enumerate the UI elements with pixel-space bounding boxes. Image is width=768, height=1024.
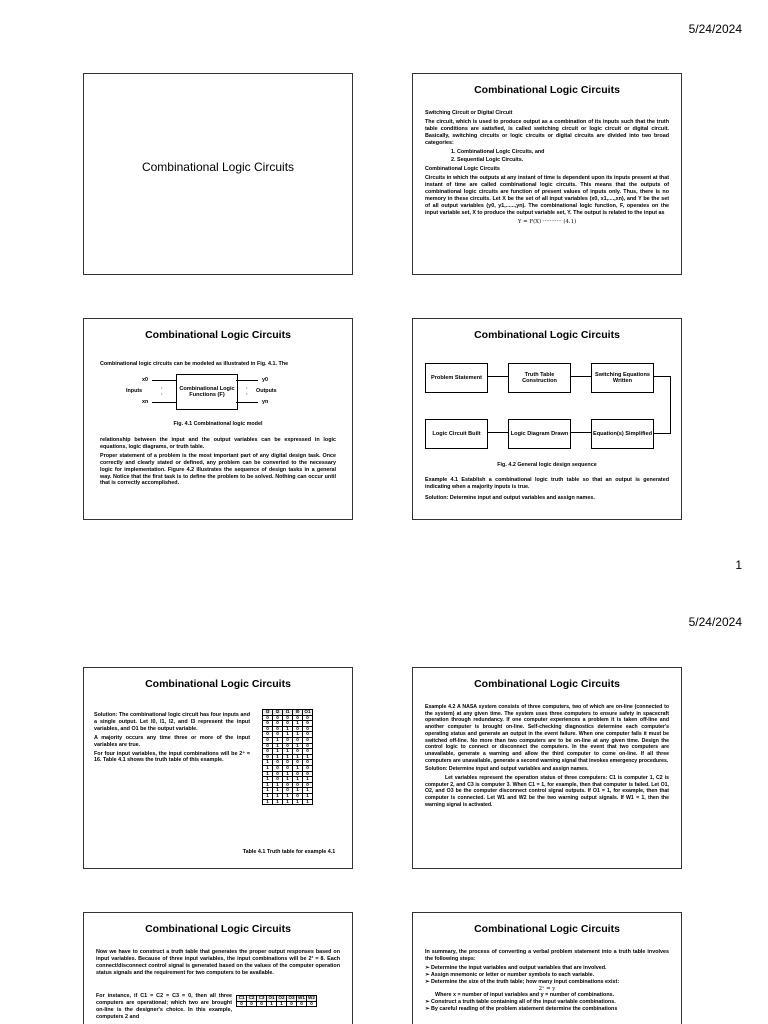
table-cell: 0: [297, 1001, 307, 1007]
table-cell: 0: [303, 771, 313, 777]
flow-line: [486, 432, 508, 433]
paragraph: In summary, the process of converting a verbal problem statement into a truth table involves the following steps:: [425, 949, 669, 962]
table-cell: 1: [263, 788, 273, 794]
table-cell: 0: [303, 765, 313, 771]
table-cell: 0: [247, 1001, 257, 1007]
page-date: 5/24/2024: [688, 615, 742, 629]
figure-caption: Fig. 4.2 General logic design sequence: [497, 462, 597, 468]
output-arrow: [236, 402, 258, 403]
table-cell: 0: [273, 760, 283, 766]
table-cell: 0: [293, 771, 303, 777]
slide-title: Combinational Logic Circuits: [145, 923, 291, 935]
table-cell: 0: [263, 749, 273, 755]
paragraph: Example 4.1 Establish a combinational logic truth table so that an output is generated indicating when a majority inputs is true.: [425, 477, 669, 490]
table-cell: 0: [237, 1001, 247, 1007]
input-label-bottom: xn: [142, 399, 149, 405]
table-cell: 0: [307, 1001, 317, 1007]
slide-title: Combinational Logic Circuits: [474, 678, 620, 690]
paragraph: Let variables represent the operation status of three computers: C1 is computer 1, C2 is computer 2, and C3 is computer 3. When C1 = 1, for example, then that computer is failed. Let O1, O2, and O3 be the computer disconnect control signal outputs. If O1 = 1, for example, then that computer is connected. Let W1 and W2 be the two warning output signals. If W1 = 1, then the warning signal is activated.: [425, 775, 669, 808]
table-cell: 0: [263, 726, 273, 732]
table-cell: 1: [303, 799, 313, 805]
table-cell: 1: [273, 754, 283, 760]
bullet-item: ➢ Determine the input variables and output variables that are involved.: [425, 964, 607, 971]
table-cell: 1: [283, 749, 293, 755]
table-cell: 0: [293, 793, 303, 799]
box-switching-equations: Switching Equations Written: [591, 363, 654, 393]
input-arrow: [152, 380, 176, 381]
table-cell: 0: [303, 726, 313, 732]
table-cell: 1: [303, 754, 313, 760]
table-cell: 1: [303, 777, 313, 783]
table-cell: 0: [283, 788, 293, 794]
table-header-cell: I3: [263, 710, 273, 716]
table-header-cell: W1: [298, 995, 305, 1000]
list-item: 2. Sequential Logic Circuits.: [451, 157, 524, 164]
ellipsis-dots: · ·: [161, 386, 163, 398]
table-cell: 0: [293, 737, 303, 743]
outputs-label: Outputs: [256, 388, 277, 394]
figure-caption: Fig. 4.1 Combinational logic model: [173, 421, 263, 427]
box-logic-diagram: Logic Diagram Drawn: [508, 419, 571, 449]
slide-1: [83, 73, 353, 275]
table-cell: 1: [273, 782, 283, 788]
output-arrow: [236, 380, 258, 381]
equation: Y = F(X) ··········· (4.1): [517, 218, 577, 225]
table-cell: 1: [283, 777, 293, 783]
table-cell: 1: [263, 765, 273, 771]
table-cell: 1: [283, 771, 293, 777]
table-cell: 1: [293, 721, 303, 727]
table-cell: 0: [303, 743, 313, 749]
table-cell: 1: [303, 793, 313, 799]
table-cell: 0: [257, 1001, 267, 1007]
paragraph: Now we have to construct a truth table that generates the proper output responses based on input variables. Because of three input variables, the input combinations will be 2³ = 8. Each connect/disconnect control signal is generated based on the values of the computer operation status signals and the requirement for two computers to be available.: [96, 949, 340, 976]
paragraph: relationship between the input and the output variables can be expressed in logic equations, logic diagrams, or truth table.: [100, 437, 336, 450]
table-cell: 1: [283, 754, 293, 760]
table-cell: 1: [263, 777, 273, 783]
table-cell: 1: [293, 732, 303, 738]
table-cell: 0: [273, 777, 283, 783]
table-cell: 0: [287, 1001, 297, 1007]
table-cell: 0: [273, 765, 283, 771]
table-cell: 0: [273, 732, 283, 738]
table-cell: 1: [293, 743, 303, 749]
bullet-item: ➢ Determine the size of the truth table; how many input combinations exist:: [425, 978, 620, 985]
table-cell: 0: [273, 721, 283, 727]
table-cell: 1: [293, 777, 303, 783]
box-problem-statement: Problem Statement: [425, 363, 488, 393]
paragraph: Proper statement of a problem is the most important part of any digital design task. Once correctly and clearly stated or defined, any problem can be converted to the necessary logic for implementation. Figure 4.2 illustrates the sequence of design tasks in a general way. Notice that the first task is to define the problem to be solved. Nothing can occur until that is correctly accomplished.: [100, 452, 336, 487]
table-cell: 1: [263, 771, 273, 777]
table-row: [237, 1001, 317, 1007]
table-cell: 0: [283, 737, 293, 743]
box-equations-simplified: Equation(s) Simplified: [591, 419, 654, 449]
section-heading: Switching Circuit or Digital Circuit: [425, 110, 513, 116]
table-header-cell: O2: [278, 995, 285, 1000]
page-date: 5/24/2024: [688, 22, 742, 36]
table-cell: 0: [283, 721, 293, 727]
table-cell: 0: [293, 760, 303, 766]
intro-text: Combinational logic circuits can be modeled as illustrated in Fig. 4.1. The: [100, 361, 289, 367]
bullet-item: ➢ By careful reading of the problem statement determine the combinations: [425, 1006, 618, 1013]
bullet-item: ➢ Construct a truth table containing all of the input variable combinations.: [425, 999, 616, 1006]
paragraph: Solution: Determine input and output variables and assign names.: [425, 766, 589, 773]
slide-8: [412, 912, 682, 1024]
table-cell: 0: [303, 721, 313, 727]
inputs-label: Inputs: [126, 388, 143, 394]
paragraph: For four input variables, the input combinations will be 2⁴ = 16. Table 4.1 shows the truth table of this example.: [94, 750, 250, 764]
table-cell: 1: [283, 732, 293, 738]
page-number: 1: [735, 558, 742, 572]
slide-title: Combinational Logic Circuits: [141, 160, 295, 174]
truth-table: [236, 995, 317, 1007]
box-logic-circuit: Logic Circuit Built: [425, 419, 488, 449]
slide-7: [83, 912, 353, 1024]
paragraph: Solution: Determine input and output variables and assign names.: [425, 494, 595, 501]
table-header-cell: I0: [293, 710, 303, 716]
table-cell: 1: [263, 799, 273, 805]
table-cell: 0: [303, 782, 313, 788]
table-cell: 0: [293, 782, 303, 788]
table-cell: 0: [273, 726, 283, 732]
slide-title: Combinational Logic Circuits: [145, 329, 291, 341]
ellipsis-dots: · ·: [246, 386, 248, 398]
table-cell: 0: [263, 743, 273, 749]
slide-6: [412, 667, 682, 869]
table-header-cell: O1: [304, 709, 311, 714]
output-label-top: y0: [262, 377, 268, 383]
table-cell: 0: [293, 726, 303, 732]
slide-5: [83, 667, 353, 869]
slide-title: Combinational Logic Circuits: [474, 923, 620, 935]
table-cell: 1: [293, 765, 303, 771]
table-cell: 0: [273, 771, 283, 777]
table-cell: 1: [263, 782, 273, 788]
slide-4: [412, 318, 682, 520]
table-cell: 1: [273, 743, 283, 749]
table-header-cell: C3: [257, 996, 267, 1002]
paragraph: Circuits in which the outputs at any instant of time is dependent upon its inputs present at that instant of time are called combinational logic circuits. This means that the outputs of combinational logic circuits are function of present values of inputs only. Thus, there is no memory in these circuits. Let X be the set of all input variables (x0, x1,....,xn), and Y be the set of all output variables (y0, y1,......,yn). The combinational logic function, F, operates on the input variable set, X to produce the output variable set, Y. The output is related to the input as: [425, 175, 669, 216]
paragraph: Where x = number of input variables and y = number of combinations.: [435, 992, 615, 999]
table-cell: 0: [303, 732, 313, 738]
slide-2: [412, 73, 682, 275]
slide-3: [83, 318, 353, 520]
table-cell: 1: [293, 754, 303, 760]
function-box: Combinational Logic Functions (F): [176, 374, 238, 410]
flow-line: [569, 432, 591, 433]
table-cell: 0: [263, 754, 273, 760]
table-cell: 0: [263, 732, 273, 738]
table-cell: 1: [273, 799, 283, 805]
table-cell: 1: [263, 760, 273, 766]
table-cell: 1: [283, 726, 293, 732]
table-header-cell: C1: [237, 996, 247, 1002]
output-label-bottom: yn: [262, 399, 269, 405]
table-cell: 1: [293, 788, 303, 794]
table-header-cell: C2: [247, 996, 257, 1002]
list-item: 1. Combinational Logic Circuits, and: [451, 148, 545, 155]
table-header-cell: I2: [273, 710, 283, 716]
table-cell: 0: [303, 737, 313, 743]
table-header-cell: O3: [288, 995, 295, 1000]
table-cell: 1: [263, 793, 273, 799]
paragraph: A majority occurs any time three or more of the input variables are true.: [94, 734, 250, 748]
table-cell: 0: [273, 715, 283, 721]
table-cell: 0: [303, 760, 313, 766]
table-row: [263, 799, 313, 805]
table-cell: 1: [283, 793, 293, 799]
bullet-item: ➢ Assign mnemonic or letter or number symbols to each variable.: [425, 971, 595, 978]
flow-line: [652, 376, 671, 434]
table-cell: 0: [303, 749, 313, 755]
paragraph: Solution: The combinational logic circuit has four inputs and a single output. Let I0, I1, I2, and I3 represent the input variables, and O1 be the output variable.: [94, 712, 250, 732]
paragraph: For instance, if C1 = C2 = C3 = 0, then all three computers are operational; which two are brought on-line is the designer's choice. In this example, computers 2 and: [96, 993, 232, 1020]
truth-table: [262, 709, 313, 805]
design-sequence-diagram: [413, 319, 682, 459]
table-header-cell: O1: [268, 995, 275, 1000]
table-cell: 0: [263, 721, 273, 727]
table-cell: 0: [303, 715, 313, 721]
table-caption: Table 4.1 Truth table for example 4.1: [242, 849, 336, 855]
table-cell: 0: [283, 715, 293, 721]
table-cell: 0: [283, 765, 293, 771]
combinational-model-figure: [84, 374, 353, 414]
table-cell: 1: [273, 749, 283, 755]
equation: 2ˣ = y: [538, 985, 556, 992]
table-cell: 1: [273, 793, 283, 799]
table-cell: 1: [293, 799, 303, 805]
table-cell: 0: [283, 760, 293, 766]
paragraph: The circuit, which is used to produce output as a combination of its inputs such that the truth table conditions are satisfied, is called switching circuit or logic circuit or digital circuit. Basically, switching circuits or logic circuits or digital circuits are divided into two broad categories:: [425, 118, 669, 146]
table-cell: 0: [263, 737, 273, 743]
table-cell: 0: [263, 715, 273, 721]
table-cell: 1: [283, 799, 293, 805]
table-cell: 0: [283, 782, 293, 788]
box-truth-table: Truth Table Construction: [508, 363, 571, 393]
table-cell: 1: [267, 1001, 277, 1007]
table-cell: 1: [273, 737, 283, 743]
section-heading: Combinational Logic Circuits: [425, 166, 500, 173]
table-cell: 1: [273, 788, 283, 794]
slide-title: Combinational Logic Circuits: [474, 329, 620, 341]
table-cell: 0: [293, 749, 303, 755]
table-cell: 0: [283, 743, 293, 749]
slide-title: Combinational Logic Circuits: [145, 678, 291, 690]
slide-title: Combinational Logic Circuits: [474, 84, 620, 96]
table-cell: 1: [277, 1001, 287, 1007]
table-header-cell: I1: [283, 710, 293, 716]
flow-line: [569, 376, 591, 377]
table-cell: 1: [303, 788, 313, 794]
paragraph: Example 4.2 A NASA system consists of three computers, two of which are on-line (connected to the system) at any given time. The system uses three computers to ensure safety in spacecraft operation through redundancy. If one computer experiences a problem it is taken off-line and another computer is brought on-line. Self-checking diagnostics determine each computer's operating status and generate an output in the event failure. When one computer fails it must be switched off-line. No more than two computers are to be on-line at any given time. Design the control logic to connect or disconnect the computers. In the event that two computers are unavailable, generate a warning and allow the third computer to come on-line. If all three computers are unavailable, generate a second warning signal that invokes emergency procedures.: [425, 704, 669, 764]
table-cell: 0: [293, 715, 303, 721]
input-label-top: x0: [142, 377, 148, 383]
input-arrow: [152, 402, 176, 403]
flow-line: [486, 376, 508, 377]
table-header-cell: W2: [308, 995, 315, 1000]
